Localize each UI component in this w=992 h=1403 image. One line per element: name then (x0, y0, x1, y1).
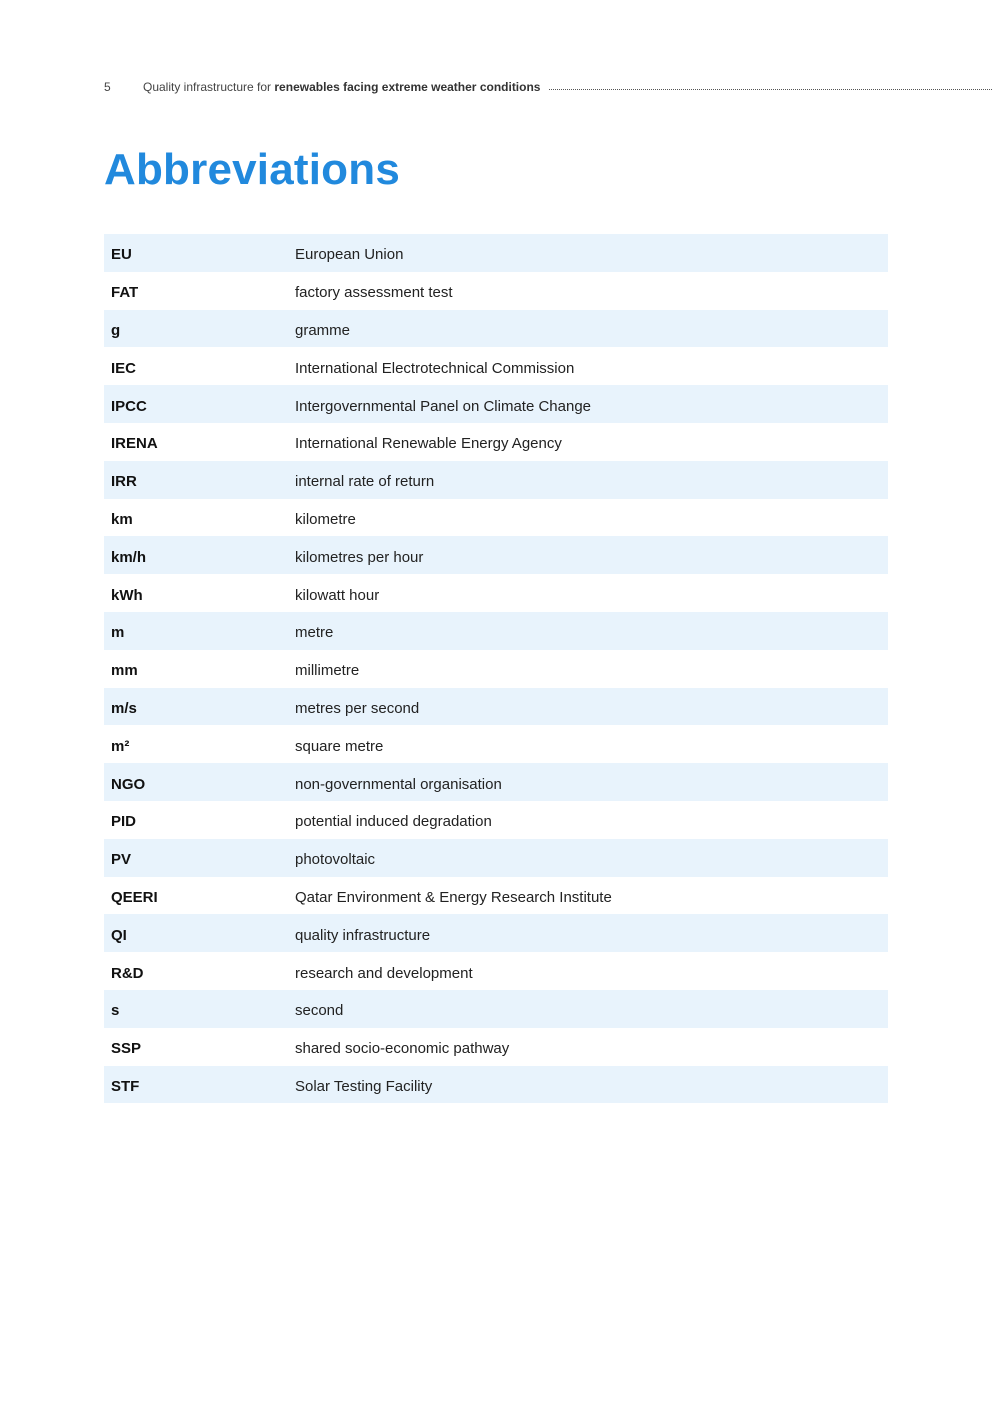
abbreviations-table (104, 234, 888, 1103)
abbreviation-row (104, 423, 888, 461)
abbreviation-row (104, 536, 888, 574)
abbreviation-row (104, 612, 888, 650)
abbreviation-definition: International Electrotechnical Commission (295, 359, 575, 377)
header-dotted-leader (549, 89, 992, 90)
abbreviation-definition: potential induced degradation (295, 813, 492, 831)
page-title: Abbreviations (104, 145, 400, 194)
abbreviation-definition: non-governmental organisation (295, 763, 888, 801)
page-number: 5 (104, 80, 111, 94)
abbreviation-definition: photovoltaic (295, 839, 888, 877)
abbreviation-term: PV (104, 839, 295, 877)
abbreviations-table-body (104, 234, 888, 1103)
abbreviation-term: m (104, 612, 295, 650)
abbreviation-term: R&D (111, 964, 144, 982)
abbreviation-term: EU (104, 234, 295, 272)
abbreviation-definition: International Renewable Energy Agency (295, 435, 562, 453)
abbreviation-definition: kilometre (295, 510, 356, 528)
abbreviation-definition: shared socio-economic pathway (295, 1040, 510, 1058)
abbreviation-term: kWh (111, 586, 143, 604)
abbreviation-term: PID (111, 813, 137, 831)
abbreviation-row (104, 877, 888, 915)
running-title-prefix: Quality infrastructure for (143, 80, 275, 94)
abbreviation-definition: factory assessment test (295, 284, 453, 302)
abbreviation-definition: metres per second (295, 688, 888, 726)
abbreviation-term: IEC (111, 359, 137, 377)
abbreviation-row (104, 952, 888, 990)
abbreviation-definition: Qatar Environment & Energy Research Institute (295, 888, 612, 906)
abbreviation-term: NGO (104, 763, 295, 801)
abbreviation-row (104, 801, 888, 839)
abbreviation-row (104, 574, 888, 612)
abbreviation-row (104, 310, 888, 348)
abbreviation-term: SSP (111, 1040, 142, 1058)
abbreviation-definition: Intergovernmental Panel on Climate Change (295, 385, 888, 423)
abbreviation-row (104, 385, 888, 423)
abbreviation-definition: gramme (295, 310, 888, 348)
abbreviation-definition: quality infrastructure (295, 914, 888, 952)
running-header (104, 78, 992, 96)
abbreviation-definition: millimetre (295, 662, 360, 680)
abbreviation-row (104, 347, 888, 385)
abbreviation-row (104, 272, 888, 310)
abbreviation-term: g (104, 310, 295, 348)
abbreviation-definition: metre (295, 612, 888, 650)
abbreviation-definition: square metre (295, 737, 384, 755)
abbreviation-term: STF (104, 1066, 295, 1104)
abbreviation-row (104, 763, 888, 801)
abbreviation-definition: kilometres per hour (295, 536, 888, 574)
abbreviation-term: m/s (104, 688, 295, 726)
abbreviation-term: IRENA (111, 435, 158, 453)
abbreviation-term: km/h (104, 536, 295, 574)
abbreviation-definition: Solar Testing Facility (295, 1066, 888, 1104)
abbreviation-term: QEERI (111, 888, 158, 906)
abbreviation-row (104, 1066, 888, 1104)
abbreviation-row (104, 499, 888, 537)
abbreviation-row (104, 461, 888, 499)
abbreviation-term: km (111, 510, 133, 528)
abbreviation-definition: internal rate of return (295, 461, 888, 499)
abbreviation-row (104, 688, 888, 726)
abbreviation-definition: second (295, 990, 888, 1028)
abbreviation-row (104, 650, 888, 688)
abbreviation-term: mm (111, 662, 138, 680)
abbreviation-row (104, 990, 888, 1028)
abbreviation-row (104, 725, 888, 763)
abbreviation-row (104, 914, 888, 952)
abbreviation-term: IPCC (104, 385, 295, 423)
abbreviation-term: IRR (104, 461, 295, 499)
abbreviation-term: QI (104, 914, 295, 952)
abbreviation-definition: European Union (295, 234, 888, 272)
running-title-bold: renewables facing extreme weather conditions (274, 80, 541, 94)
abbreviation-definition: kilowatt hour (295, 586, 380, 604)
abbreviation-row (104, 1028, 888, 1066)
abbreviation-row (104, 839, 888, 877)
abbreviation-term: s (104, 990, 295, 1028)
abbreviation-row (104, 234, 888, 272)
abbreviation-term: m² (111, 737, 130, 755)
abbreviation-term: FAT (111, 284, 139, 302)
abbreviation-definition: research and development (295, 964, 473, 982)
running-title (143, 80, 540, 94)
